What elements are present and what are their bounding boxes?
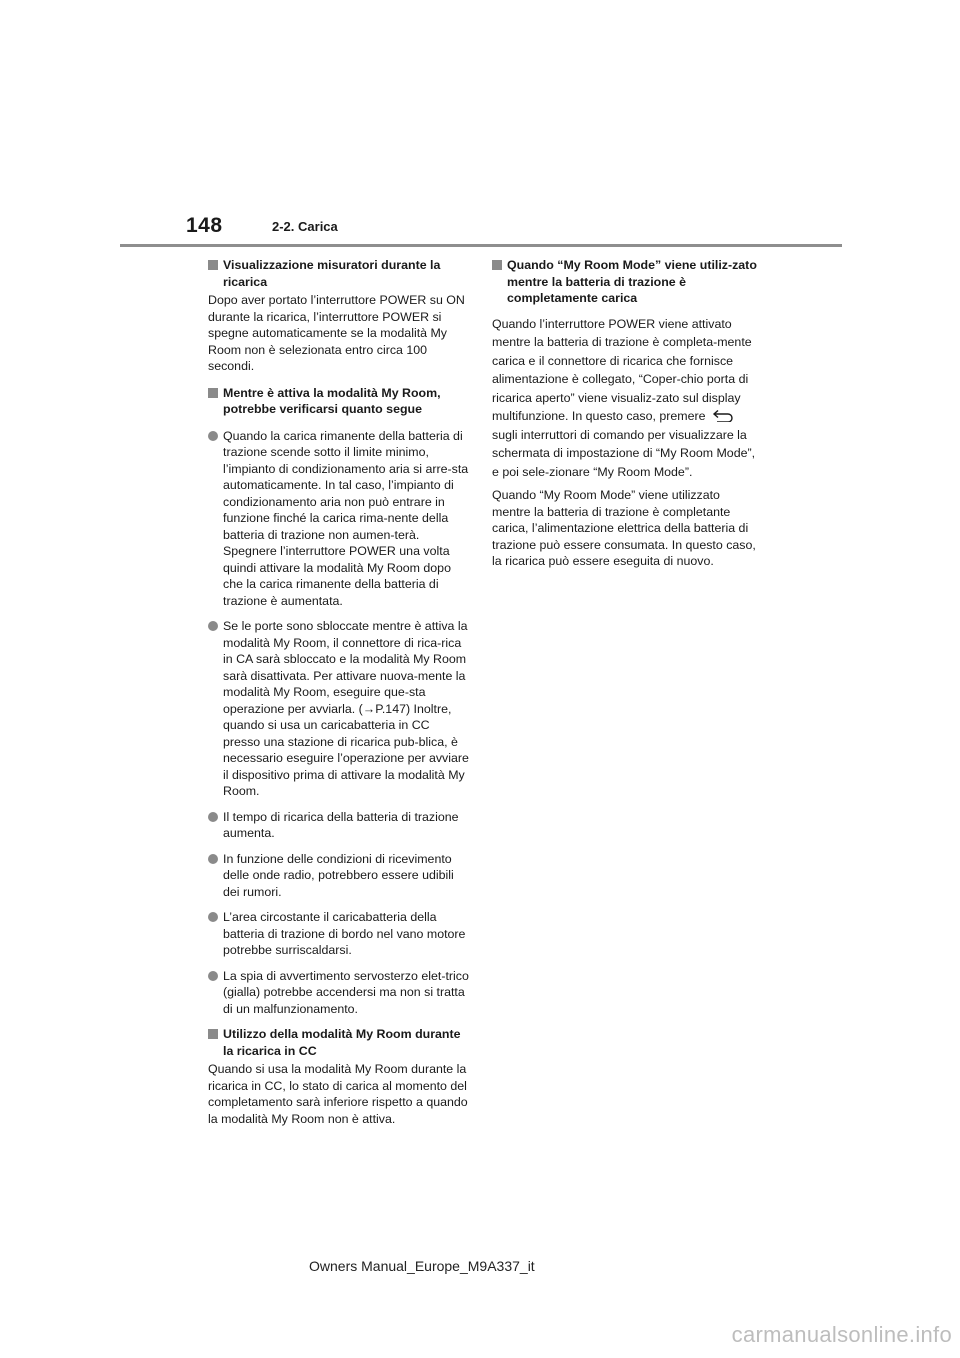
square-bullet-icon bbox=[492, 260, 502, 270]
section-title: 2-2. Carica bbox=[272, 219, 338, 234]
heading-gauges-during-charging: Visualizzazione misuratori durante la ricarica bbox=[208, 257, 470, 290]
list-item: Il tempo di ricarica della batteria di trazione aumenta. bbox=[208, 809, 470, 842]
watermark: carmanualsonline.info bbox=[731, 1322, 952, 1347]
square-bullet-icon bbox=[208, 388, 218, 398]
square-bullet-icon bbox=[208, 1029, 218, 1039]
list-item: La spia di avvertimento servosterzo elet-trico (gialla) potrebbe accendersi ma non si tratta di un malfunzionamento. bbox=[208, 968, 470, 1018]
list-item: L’area circostante il caricabatteria della batteria di trazione di bordo nel vano motore potrebbe surriscaldarsi. bbox=[208, 909, 470, 959]
list-item: In funzione delle condizioni di ricevimento delle onde radio, potrebbero essere udibili dei rumori. bbox=[208, 851, 470, 901]
list-item: Quando la carica rimanente della batteria di trazione scende sotto il limite minimo, l’impianto di condizionamento aria si arre-sta automaticamente. In tal caso, l’impianto di condizionamento aria non può entrare in funzione finché la carica rima-nente della batteria di trazione non aumen-terà. Spegnere l’interruttore POWER una volta quindi attivare la modalità My Room dopo che la carica rimanente della batteria di trazione è aumentata. bbox=[208, 428, 470, 610]
square-bullet-icon bbox=[208, 260, 218, 270]
heading-my-room-active: Mentre è attiva la modalità My Room, potrebbe verificarsi quanto segue bbox=[208, 385, 470, 418]
paragraph-dc-charging: Quando si usa la modalità My Room durante la ricarica in CC, lo stato di carica al momento del completamento sarà inferiore rispetto a quando la modalità My Room non è attiva. bbox=[208, 1062, 468, 1126]
footer-document-id: Owners Manual_Europe_M9A337_it bbox=[309, 1258, 535, 1274]
right-column bbox=[492, 257, 758, 580]
page-number: 148 bbox=[186, 214, 223, 237]
circle-bullet-icon bbox=[208, 621, 218, 631]
paragraph-power-consumption: Quando “My Room Mode” viene utilizzato mentre la batteria di trazione è completante carica, l’alimentazione elettrica della batteria di trazione può essere consumata. In questo caso, la ricarica può essere eseguita di nuovo. bbox=[492, 488, 756, 568]
left-column bbox=[208, 257, 470, 1137]
heading-my-room-full-battery: Quando “My Room Mode” viene utiliz-zato mentre la batteria di trazione è completamente carica bbox=[492, 257, 758, 307]
circle-bullet-icon bbox=[208, 971, 218, 981]
list-item: Se le porte sono sbloccate mentre è attiva la modalità My Room, il connettore di rica-rica in CA sarà sbloccato e la modalità My Room sarà disattivata. Per attivare nuova-mente la modalità My Room, eseguire que-sta operazione per avviarla. (→P.147) Inoltre, quando si usa un caricabatteria in CC presso una stazione di ricarica pub-blica, è necessario eseguire l’operazione per avviare il dispositivo prima di attivare la modalità My Room. bbox=[208, 618, 470, 800]
circle-bullet-icon bbox=[208, 812, 218, 822]
heading-my-room-dc-charging: Utilizzo della modalità My Room durante la ricarica in CC bbox=[208, 1026, 470, 1059]
back-arrow-icon bbox=[712, 410, 734, 422]
circle-bullet-icon bbox=[208, 912, 218, 922]
circle-bullet-icon bbox=[208, 431, 218, 441]
paragraph-my-room-activation: Quando l’interruttore POWER viene attivato mentre la batteria di trazione è completa-mente carica e il connettore di ricarica che fornisce alimentazione è collegato, “Coper-chio porta di ricarica aperto” viene visualiz-zato sul display multifunzione. In questo caso, premere sugli interruttori di comando per visualizzare la schermata di impostazione di “My Room Mode”, e poi sele-zionare “My Room Mode”. bbox=[492, 316, 756, 479]
paragraph-power-switch-off: Dopo aver portato l’interruttore POWER su ON durante la ricarica, l’interruttore POWER si spegne automaticamente se la modalità My Room non è selezionata entro circa 100 secondi. bbox=[208, 293, 465, 373]
header-rule bbox=[120, 244, 842, 247]
circle-bullet-icon bbox=[208, 854, 218, 864]
